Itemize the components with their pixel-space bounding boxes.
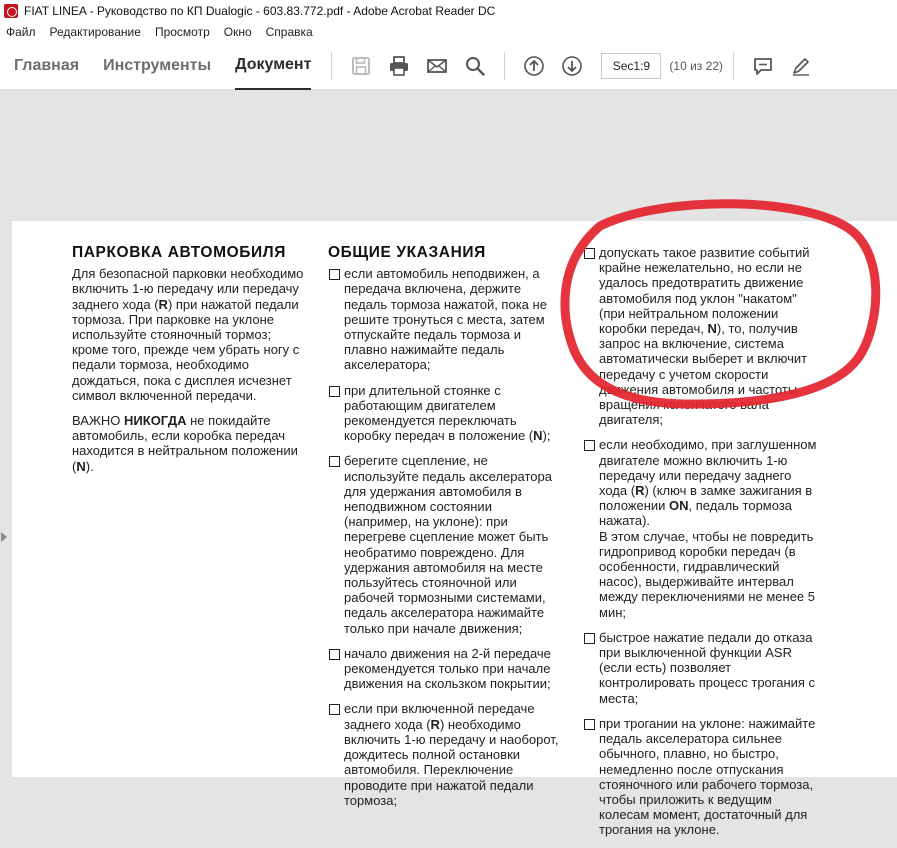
list-item: начало движения на 2-й передаче рекомендуется только при начале движения на скользком покрытии; (328, 646, 560, 692)
comment-icon[interactable] (747, 50, 779, 82)
list-item: если при включенной передаче заднего хода (R) необходимо включить 1-ю передачу и наоборот, дождитесь полной остановки автомобиля. Переключение проводите при нажатой педали тормоза; (328, 701, 560, 807)
toolbar-separator (733, 52, 734, 80)
toolbar-separator (331, 52, 332, 80)
window-title: FIAT LINEA - Руководство по КП Dualogic - 603.83.772.pdf - Adobe Acrobat Reader DC (24, 4, 496, 18)
save-icon[interactable] (345, 50, 377, 82)
acrobat-icon (4, 4, 18, 18)
menu-help[interactable]: Справка (265, 25, 313, 39)
heading-general: ОБЩИЕ УКАЗАНИЯ (328, 244, 486, 261)
list-item: если необходимо, при заглушенном двигателе можно включить 1-ю передачу или передачу заднего хода (R) (ключ в замке зажигания в положении ON, педаль тормоза нажата). В этом случае, чтобы не повредить гидропривод коробки передач (в особенности, гидравлический насос), выдерживайте интервал между переключениями не менее 5 мин; (583, 437, 823, 619)
page-up-icon[interactable] (518, 50, 550, 82)
paragraph-parking: Для безопасной парковки необходимо включить 1-ю передачу или передачу заднего хода (R) при нажатой педали тормоза. При парковке на уклоне используйте стояночный тормоз; кроме того, прежде чем убрать ногу с педали тормоза, необходимо дождаться, пока с дисплея исчезнет символ включенной передачи. (72, 266, 304, 403)
side-panel-toggle-icon[interactable] (1, 532, 7, 542)
menu-bar (0, 22, 897, 42)
tab-home[interactable]: Главная (14, 56, 80, 74)
toolbar (0, 42, 897, 90)
page-down-icon[interactable] (556, 50, 588, 82)
print-icon[interactable] (383, 50, 415, 82)
tab-document[interactable]: Документ (235, 42, 311, 90)
email-icon[interactable] (421, 50, 453, 82)
search-icon[interactable] (459, 50, 491, 82)
title-bar (0, 0, 897, 22)
pen-icon[interactable] (785, 50, 817, 82)
list-item: берегите сцепление, не используйте педаль акселератора для удержания автомобиля в неподвижном состоянии (например, на уклоне): при перегреве сцепление может быть необратимо повреждено. Для удержания автомобиля на месте пользуйтесь стояночной или рабочей тормозными системами, педаль акселератора нажимайте только при начале движения; (328, 453, 560, 635)
list-item: быстрое нажатие педали до отказа при выключенной функции ASR (если есть) позволяет контролировать процесс трогания с места; (583, 630, 823, 706)
toolbar-separator (504, 52, 505, 80)
menu-window[interactable]: Окно (223, 25, 252, 39)
column-parking (72, 245, 304, 484)
column-general (328, 245, 560, 818)
page-count: (10 из 22) (669, 58, 723, 73)
page-number-input[interactable]: Sec1:9 (601, 53, 661, 79)
menu-file[interactable]: Файл (6, 25, 36, 39)
menu-view[interactable]: Просмотр (154, 25, 210, 39)
list-item: допускать такое развитие событий крайне нежелательно, но если не удалось предотвратить движение автомобиля под уклон "накатом" (при нейтральном положении коробки передач, N), то, получив запрос на включение, система автоматически выберет и включит передачу с учетом скорости движения автомобиля и частоты вращения коленчатого вала двигателя; (583, 245, 823, 427)
list-item: если автомобиль неподвижен, а передача включена, держите педаль тормоза нажатой, пока не решите тронуться с места, затем отпускайте педаль тормоза и плавно нажимайте педаль акселератора; (328, 266, 560, 372)
paragraph-important: ВАЖНО НИКОГДА не покидайте автомобиль, если коробка передач находится в нейтральном положении (N). (72, 413, 298, 474)
menu-edit[interactable]: Редактирование (49, 25, 141, 39)
column-continued (583, 245, 823, 848)
tab-tools[interactable]: Инструменты (103, 56, 212, 74)
list-item: при трогании на уклоне: нажимайте педаль акселератора сильнее обычного, плавно, но быстро, немедленно после отпускания стояночного или рабочего тормоза, чтобы приложить к ведущим колесам момент, достаточный для трогания на уклоне. (583, 716, 823, 838)
heading-parking: ПАРКОВКА АВТОМОБИЛЯ (72, 244, 286, 261)
list-item: при длительной стоянке с работающим двигателем рекомендуется переключать коробку передач в положение (N); (328, 383, 560, 444)
